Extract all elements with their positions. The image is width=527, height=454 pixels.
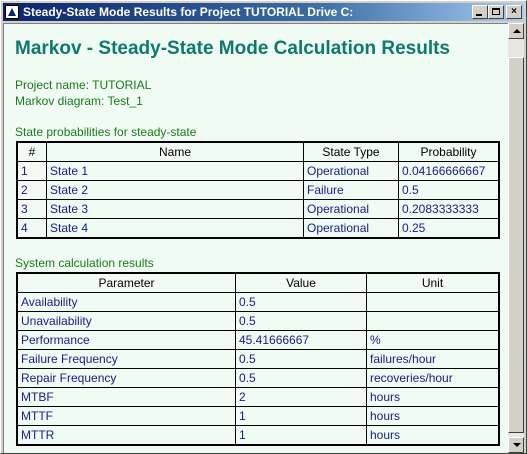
column-header-probability: Probability [399, 142, 500, 162]
state-type: Operational [304, 200, 399, 219]
state-number: 4 [17, 219, 47, 239]
system-results-heading: System calculation results [15, 256, 154, 270]
app-icon[interactable] [5, 5, 19, 19]
window-title: Steady-State Mode Results for Project TUTORIAL Drive C: [23, 5, 354, 19]
table-row [17, 219, 499, 239]
parameter-value: 2 [236, 388, 367, 407]
parameter-unit: hours [367, 407, 500, 426]
title-bar[interactable] [3, 3, 524, 21]
state-name: State 1 [47, 162, 304, 181]
maximize-button[interactable] [488, 5, 504, 19]
state-probability: 0.04166666667 [399, 162, 500, 181]
close-button[interactable] [506, 5, 522, 19]
vertical-scrollbar[interactable] [508, 23, 524, 453]
parameter-unit: hours [367, 426, 500, 446]
parameter-unit [367, 312, 500, 331]
parameter-name: MTTR [17, 426, 236, 446]
state-number: 2 [17, 181, 47, 200]
parameter-unit [367, 293, 500, 312]
markov-diagram-name: Markov diagram: Test_1 [15, 94, 143, 108]
parameter-name: Failure Frequency [17, 350, 236, 369]
maximize-icon [492, 8, 500, 15]
state-probability: 0.25 [399, 219, 500, 239]
parameter-value: 45.41666667 [236, 331, 367, 350]
parameter-name: MTBF [17, 388, 236, 407]
close-icon: × [511, 6, 517, 17]
project-name: Project name: TUTORIAL [15, 78, 152, 92]
parameter-unit: recoveries/hour [367, 369, 500, 388]
minimize-icon [476, 14, 482, 16]
table-row [17, 200, 499, 219]
parameter-name: Availability [17, 293, 236, 312]
parameter-name: Unavailability [17, 312, 236, 331]
parameter-value: 1 [236, 407, 367, 426]
parameter-value: 0.5 [236, 369, 367, 388]
table-row [17, 388, 499, 407]
scroll-down-button[interactable] [508, 437, 524, 453]
parameter-unit: hours [367, 388, 500, 407]
scroll-thumb[interactable] [508, 57, 524, 433]
table-row [17, 350, 499, 369]
parameter-name: Performance [17, 331, 236, 350]
table-row [17, 369, 499, 388]
arrow-down-icon [513, 443, 521, 447]
system-results-table [16, 272, 500, 446]
column-header-value: Value [236, 273, 367, 293]
state-probability: 0.5 [399, 181, 500, 200]
arrow-up-icon [513, 29, 521, 33]
state-type: Operational [304, 219, 399, 239]
table-row [17, 312, 499, 331]
state-name: State 3 [47, 200, 304, 219]
state-probabilities-table [16, 141, 500, 239]
state-number: 3 [17, 200, 47, 219]
table-row [17, 162, 499, 181]
state-name: State 2 [47, 181, 304, 200]
state-name: State 4 [47, 219, 304, 239]
state-probability: 0.2083333333 [399, 200, 500, 219]
table-row [17, 181, 499, 200]
parameter-name: MTTF [17, 407, 236, 426]
column-header-number: # [17, 142, 47, 162]
parameter-unit: failures/hour [367, 350, 500, 369]
state-type: Operational [304, 162, 399, 181]
column-header-state-type: State Type [304, 142, 399, 162]
parameter-name: Repair Frequency [17, 369, 236, 388]
column-header-unit: Unit [367, 273, 500, 293]
table-row [17, 407, 499, 426]
parameter-value: 0.5 [236, 350, 367, 369]
parameter-value: 0.5 [236, 312, 367, 331]
table-row [17, 331, 499, 350]
parameter-value: 0.5 [236, 293, 367, 312]
state-type: Failure [304, 181, 399, 200]
state-number: 1 [17, 162, 47, 181]
scroll-up-button[interactable] [508, 23, 524, 39]
report-title: Markov - Steady-State Mode Calculation Results [15, 38, 450, 59]
minimize-button[interactable] [472, 5, 488, 19]
report-content [3, 23, 508, 453]
parameter-unit: % [367, 331, 500, 350]
state-probabilities-heading: State probabilities for steady-state [15, 125, 197, 139]
column-header-parameter: Parameter [17, 273, 236, 293]
table-row [17, 293, 499, 312]
table-row [17, 426, 499, 446]
parameter-value: 1 [236, 426, 367, 446]
column-header-name: Name [47, 142, 304, 162]
